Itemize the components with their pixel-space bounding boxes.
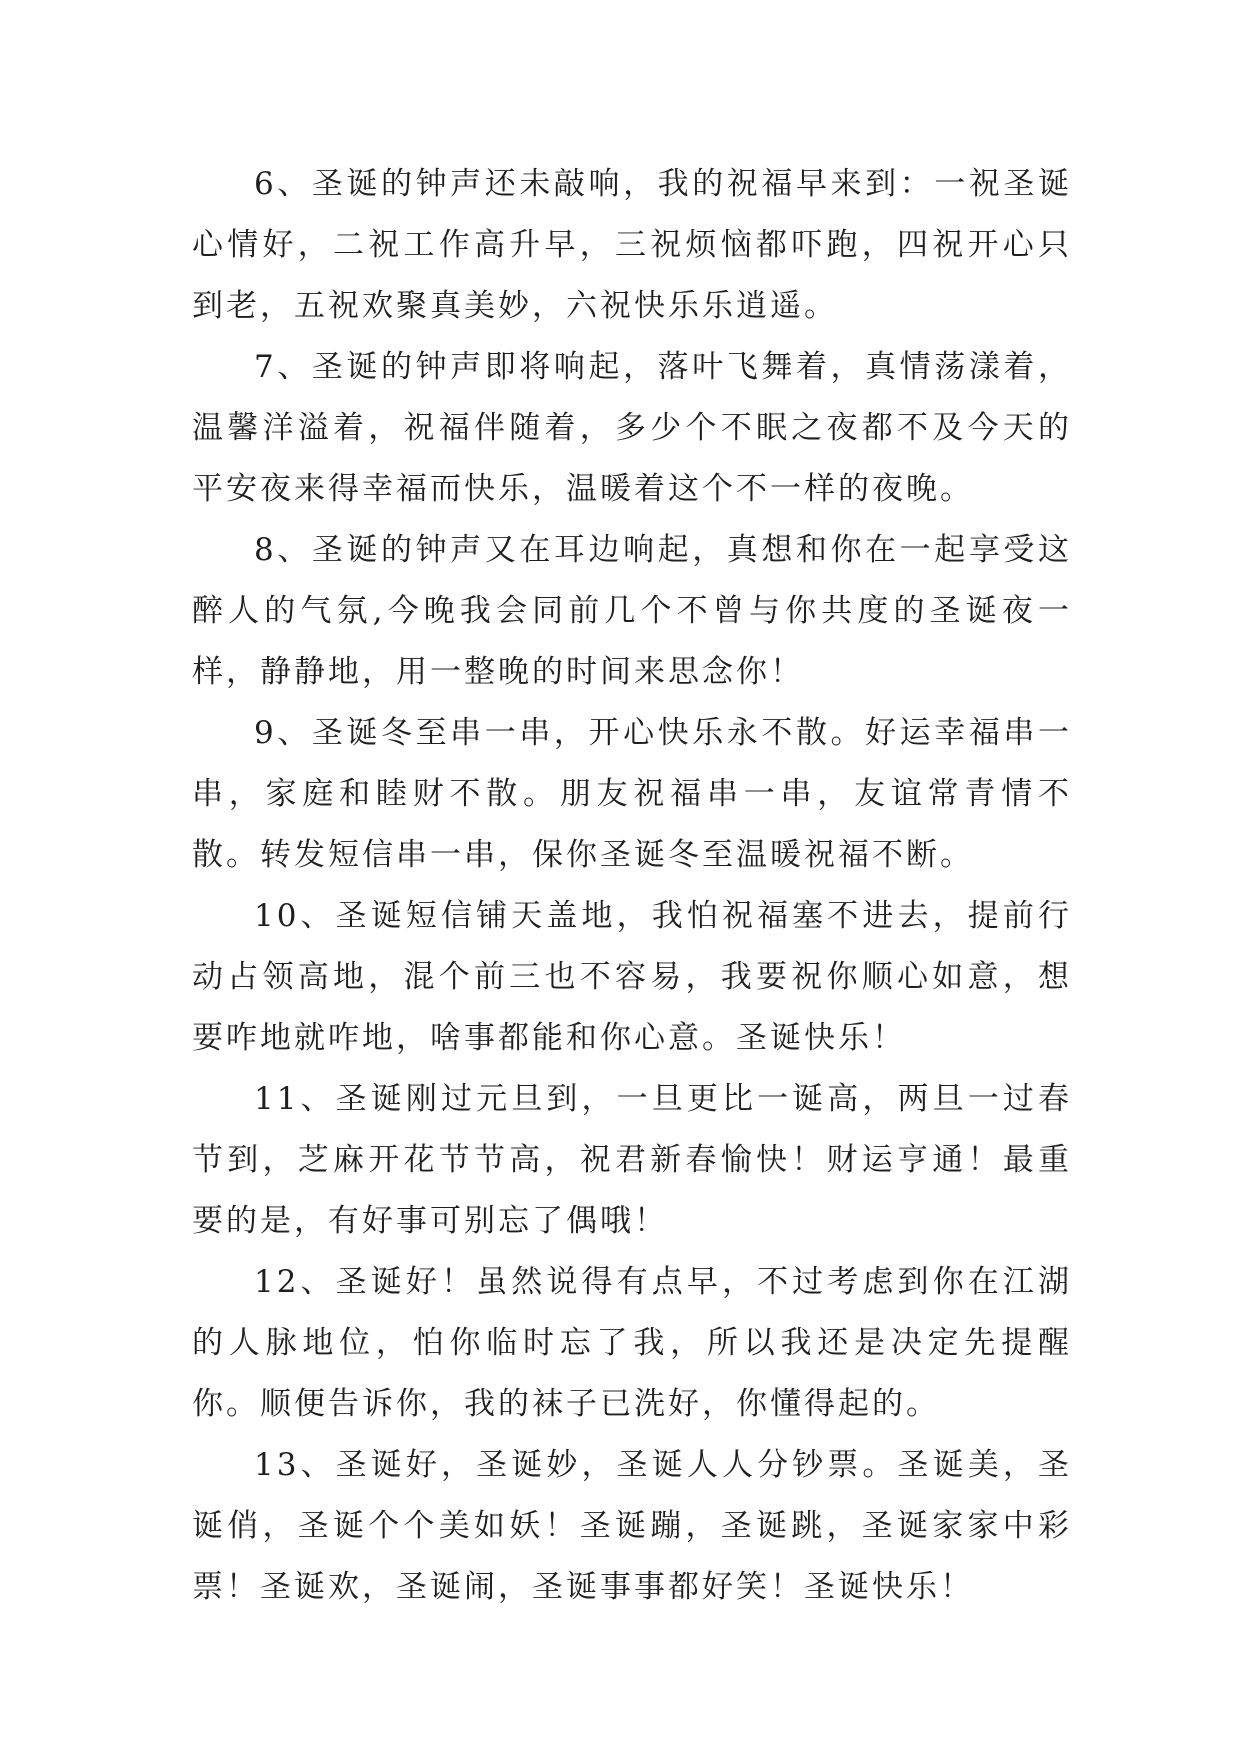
paragraph-6: 6、圣诞的钟声还未敲响，我的祝福早来到：一祝圣诞心情好，二祝工作高升早，三祝烦恼都吓跑，四祝开心只到老，五祝欢聚真美妙，六祝快乐乐逍遥。 bbox=[192, 166, 1072, 324]
paragraph-13: 13、圣诞好，圣诞妙，圣诞人人分钞票。圣诞美，圣诞俏，圣诞个个美如妖！圣诞蹦，圣诞跳，圣诞家家中彩票！圣诞欢，圣诞闹，圣诞事事都好笑！圣诞快乐！ bbox=[192, 1447, 1072, 1605]
paragraph-7: 7、圣诞的钟声即将响起，落叶飞舞着，真情荡漾着，温馨洋溢着，祝福伴随着，多少个不眠之夜都不及今天的平安夜来得幸福而快乐，温暖着这个不一样的夜晚。 bbox=[192, 349, 1072, 507]
paragraph-8: 8、圣诞的钟声又在耳边响起，真想和你在一起享受这醉人的气氛,今晚我会同前几个不曾与你共度的圣诞夜一样，静静地，用一整晚的时间来思念你！ bbox=[192, 532, 1072, 690]
paragraph-12: 12、圣诞好！虽然说得有点早，不过考虑到你在江湖的人脉地位，怕你临时忘了我，所以我还是决定先提醒你。顺便告诉你，我的袜子已洗好，你懂得起的。 bbox=[192, 1264, 1072, 1422]
paragraph-11: 11、圣诞刚过元旦到，一旦更比一诞高，两旦一过春节到，芝麻开花节节高，祝君新春愉快！财运亨通！最重要的是，有好事可别忘了偶哦！ bbox=[192, 1081, 1072, 1239]
paragraph-10: 10、圣诞短信铺天盖地，我怕祝福塞不进去，提前行动占领高地，混个前三也不容易，我要祝你顺心如意，想要咋地就咋地，啥事都能和你心意。圣诞快乐！ bbox=[192, 898, 1072, 1056]
paragraph-9: 9、圣诞冬至串一串，开心快乐永不散。好运幸福串一串，家庭和睦财不散。朋友祝福串一串，友谊常青情不散。转发短信串一串，保你圣诞冬至温暖祝福不断。 bbox=[192, 715, 1072, 873]
document-body bbox=[192, 154, 1072, 1618]
